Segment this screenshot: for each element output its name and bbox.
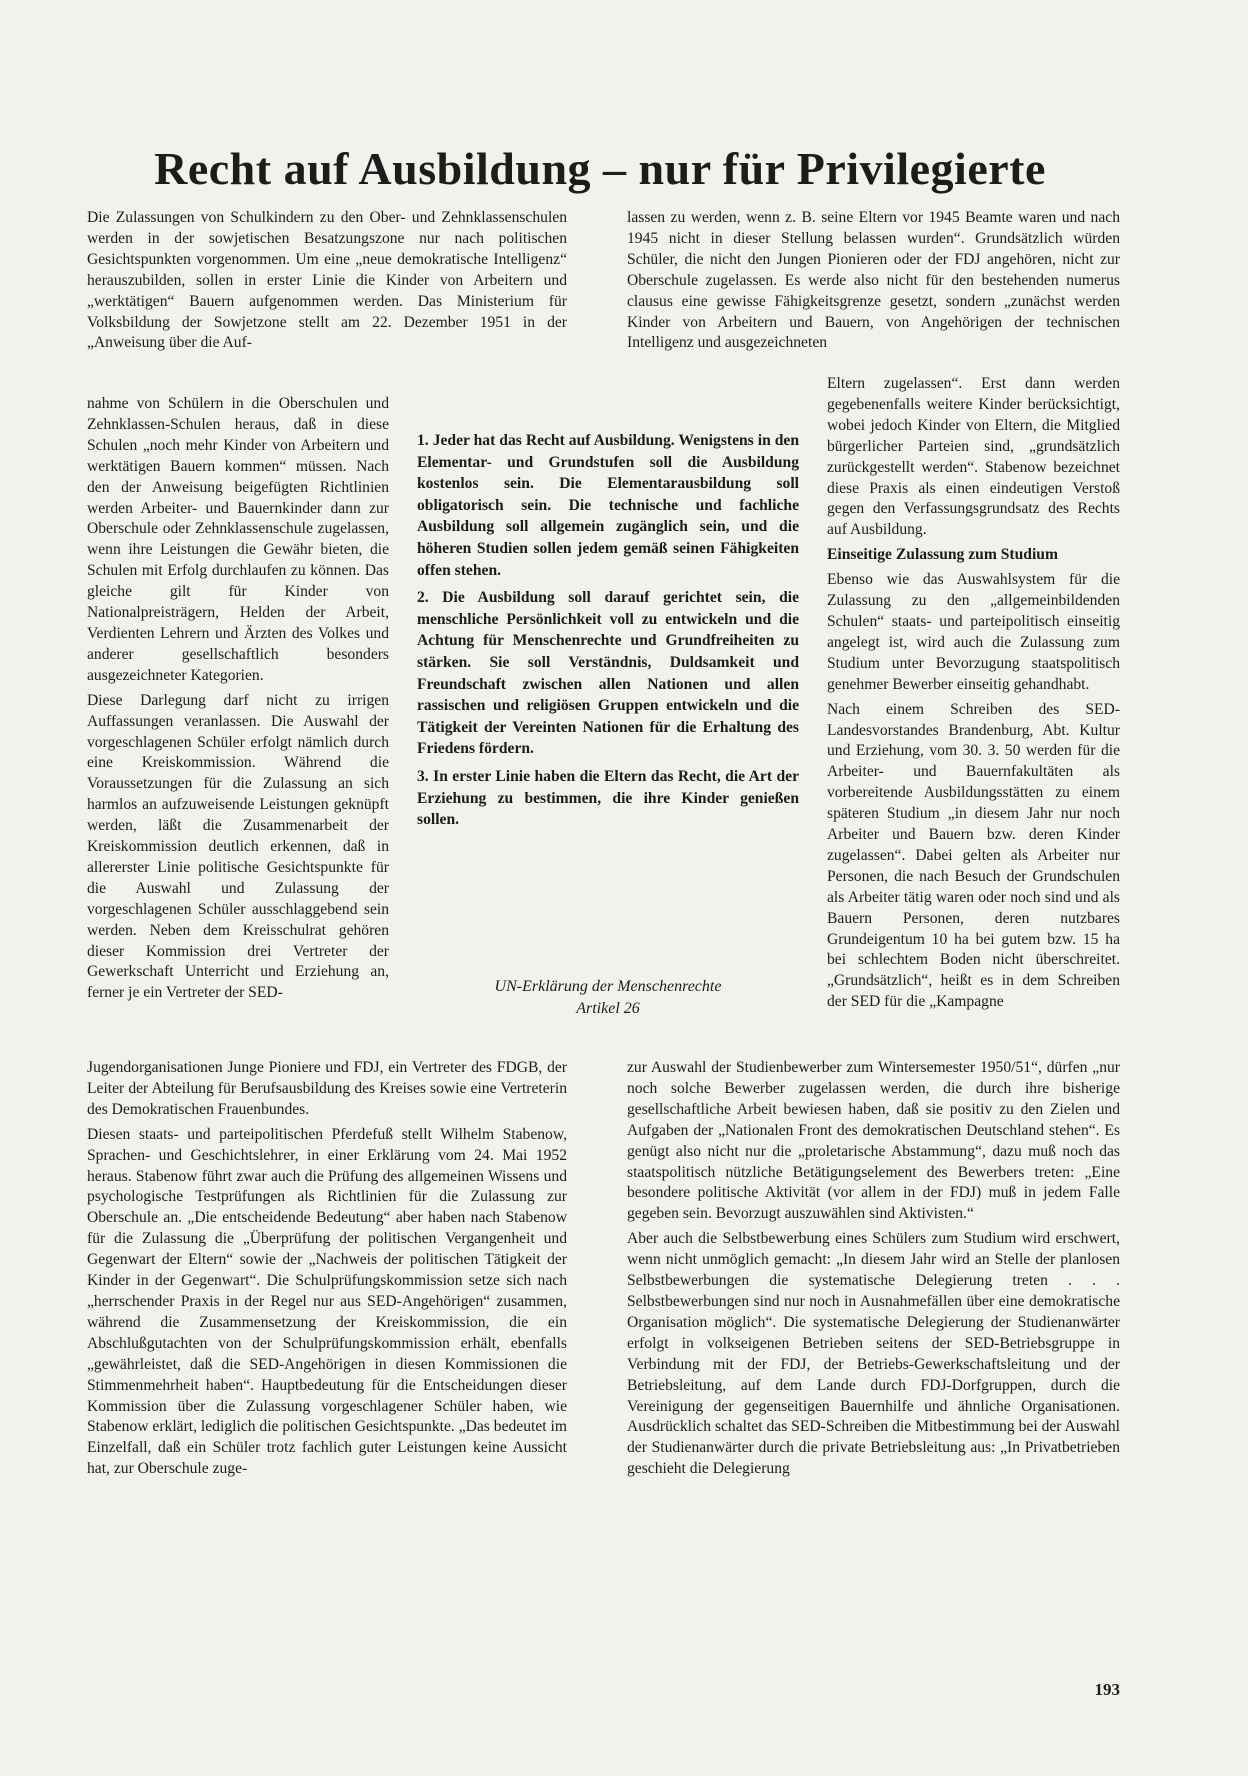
quote-item: 1. Jeder hat das Recht auf Ausbildung. Wenigstens in den Elementar- und Grundstufen soll die Ausbildung kostenlos sein. Die Elementarausbildung soll obligatorisch sein. Die technische und fachliche Ausbildung soll allgemein zugänglich sein, und die höheren Studien sollen jedem gemäß seinen Fähigkeiten offen stehen. <box>417 432 799 579</box>
quote-item: 3. In erster Linie haben die Eltern das Recht, die Art der Erziehung zu bestimmen, die ihre Kinder genießen sollen. <box>417 767 799 829</box>
paragraph: Nach einem Schreiben des SED-Landesvorstandes Brandenburg, Abt. Kultur und Erziehung, vom 30. 3. 50 werden für die Arbeiter- und Bauernfakultäten als vorbereitende Ausbildungsstätten zu einem späteren Studium „in diesem Jahr nur noch Arbeiter und Bauern bzw. deren Kinder zugelassen“. Dabei gelten als Arbeiter nur Personen, die nach Besuch der Grundschulen als Arbeiter tätig waren oder noch sind und als Bauern Personen, deren nutzbares Grundeigentum 10 ha bei gutem bzw. 15 ha bei schlechtem Boden nicht überschreitet. „Grundsätzlich“, heißt es in dem Schreiben der SED für die „Kampagne <box>827 700 1120 1011</box>
paragraph: zur Auswahl der Studienbewerber zum Wintersemester 1950/51“, dürfen „nur noch solche Bewerber zugelassen werden, die durch ihre bisherige gesellschaftliche Arbeit bewiesen haben, daß sie positiv zu den Zielen und Aufgaben der „Nationalen Front des demokratischen Deutschland stehen“. Es genügt also nicht nur die „proletarische Abstammung“, dazu muß noch das staatspolitisch nützliche Betätigungselement des Bewerbers treten: „Eine besondere politische Aktivität (vor allem in der FDJ) muß in jedem Falle gegeben sein. Bevorzugt auszuwählen sind Aktivisten.“ <box>627 1059 1120 1223</box>
paragraph: Die Zulassungen von Schulkindern zu den Ober- und Zehnklassenschulen werden in der sowjetischen Besatzungszone nur nach politischen Gesichtspunkten vorgenommen. Um eine „neue demokratische Intelligenz“ herauszubilden, sollen in erster Linie die Kinder von Arbeitern und „werktätigen“ Bauern aufgenommen werden. Das Ministerium für Volksbildung der Sowjetzone stellt am 22. Dezember 1951 in der „Anweisung über die Auf- <box>87 209 567 352</box>
paragraph: Jugendorganisationen Junge Pioniere und FDJ, ein Vertreter des FDGB, der Leiter der Abteilung für Berufsausbildung des Kreises sowie eine Vertreterin des Demokratischen Frauenbundes. <box>87 1059 567 1118</box>
left-column-bottom <box>87 1058 567 1484</box>
page-number: 193 <box>1094 1680 1120 1699</box>
paragraph: Eltern zugelassen“. Erst dann werden gegebenenfalls weitere Kinder berücksichtigt, wobei jedoch Kinder von Eltern, die Mitglied bürgerlicher Parteien sind, „grundsätzlich zurückgestellt werden“. Stabenow bezeichnet diese Praxis als einen eindeutigen Verstoß gegen den Verfassungsgrundsatz des Rechts auf Ausbildung. <box>827 375 1120 539</box>
article-title: Recht auf Ausbildung – nur für Privilegierte <box>154 143 1046 194</box>
quote-box <box>417 430 799 837</box>
quote-source-line: UN-Erklärung der Menschenrechte <box>494 978 722 995</box>
paragraph: Aber auch die Selbstbewerbung eines Schülers zum Studium wird erschwert, wenn nicht unmöglich gemacht: „In diesem Jahr wird an Stelle der planlosen Selbstbewerbungen die systematische Delegierung treten . . . Selbstbewerbungen sind nur noch in Ausnahmefällen über eine demokratische Organisation möglich“. Die systematische Delegierung der Studienanwärter erfolgt in volkseigenen Betrieben seitens der SED-Betriebsgruppe in Verbindung mit der FDJ, der Betriebs-Gewerkschaftsleitung und der Betriebsleitung, auf dem Lande durch FDJ-Dorfgruppen, durch die Vereinigung der gegenseitigen Bauernhilfe und ähnliche Organisationen. Ausdrücklich schaltet das SED-Schreiben die Mitbestimmung bei der Auswahl der Studienanwärter durch die private Betriebsleitung aus: „In Privatbetrieben geschieht die Delegierung <box>627 1230 1120 1478</box>
left-column-top <box>87 208 567 358</box>
section-subheading: Einseitige Zulassung zum Studium <box>827 546 1058 564</box>
paragraph: Diese Darlegung darf nicht zu irrigen Auffassungen veranlassen. Die Auswahl der vorgeschlagenen Schüler erfolgt nämlich durch eine Kreiskommission. Während die Voraussetzungen für die Zulassung an sich harmlos an aufzuweisende Leistungen geknüpft werden, läßt die Zusammenarbeit der Kreiskommission deutlich erkennen, daß in allererster Linie politische Gesichtspunkte für die Auswahl und Zulassung der vorgeschlagenen Schüler ausschlaggebend sein werden. Neben dem Kreisschulrat gehören dieser Kommission drei Vertreter der Gewerkschaft Unterricht und Erziehung an, ferner je ein Vertreter der SED- <box>87 691 389 1002</box>
quote-item: 2. Die Ausbildung soll darauf gerichtet sein, die menschliche Persönlichkeit voll zu entwickeln und die Achtung für Menschenrechte und Grundfreiheiten zu stärken. Sie soll Verständnis, Duldsamkeit und Freundschaft zwischen allen Nationen und allen rassischen und religiösen Gruppen entwickeln und die Tätigkeit der Vereinten Nationen für die Erhaltung des Friedens fördern. <box>417 589 799 758</box>
paragraph: Diesen staats- und parteipolitischen Pferdefuß stellt Wilhelm Stabenow, Sprachen- und Geschichtslehrer, in einer Erklärung vom 24. Mai 1952 heraus. Stabenow führt zwar auch die Prüfung des allgemeinen Wissens und psychologische Testprüfungen als Richtlinien für die Zulassung zur Oberschule an. „Die entscheidende Bedeutung“ aber haben nach Stabenow für die Zulassung die „Überprüfung der politischen Vergangenheit und Gegenwart der Eltern“ sowie der „Nachweis der politischen Tätigkeit der Kinder in der Gegenwart“. Die Schulprüfungskommission setze sich nach „herrschender Praxis in der Regel nur aus SED-Angehörigen“ zusammen, während die Zusammensetzung der Kreiskommission, die ein Abschlußgutachten von der Schulprüfungskommission erhält, ebenfalls „gewährleistet, daß die SED-Angehörigen in diesen Kommissionen die Stimmenmehrheit haben“. Hauptbedeutung für die Entscheidungen dieser Kommission über die Zulassung vorgeschlagener Schüler haben, wie Stabenow erklärt, lediglich die politischen Gesichtspunkte. „Das bedeutet im Einzelfall, daß ein Schüler trotz fachlich guter Leistungen keine Aussicht hat, zur Oberschule zuge- <box>87 1125 567 1478</box>
quote-source <box>417 976 799 1020</box>
right-column-bottom <box>627 1058 1120 1484</box>
paragraph: lassen zu werden, wenn z. B. seine Eltern vor 1945 Beamte waren und nach 1945 nicht in dieser Stellung belassen wurden“. Grundsätzlich würden Schüler, die nicht den Jungen Pionieren oder der FDJ angehören, nicht zur Oberschule zugelassen. Es werde also nicht für den bestehenden numerus clausus eine gewisse Fähigkeitsgrenze gesetzt, sondern „zunächst werden Kinder von Arbeitern und Bauern, von Angehörigen der technischen Intelligenz und ausgezeichneten <box>627 209 1120 352</box>
left-column-middle <box>87 394 389 1008</box>
right-column-top <box>627 208 1120 358</box>
paragraph: nahme von Schülern in die Oberschulen und Zehnklassen-Schulen heraus, daß in diese Schulen „noch mehr Kinder von Arbeitern und werktätigen Bauern kommen“ müssen. Nach den der Anweisung beigefügten Richtlinien werden Arbeiter- und Bauernkinder dann zur Oberschule oder Zehnklassenschule zugelassen, wenn ihre Leistungen die Gewähr bieten, die Schulen mit Erfolg durchlaufen zu können. Das gleiche gilt für Kinder von Nationalpreisträgern, Helden der Arbeit, Verdienten Lehrern und Ärzten des Volkes und anderer gesellschaftlich besonders ausgezeichneter Kategorien. <box>87 395 389 684</box>
right-column-middle <box>827 374 1120 1017</box>
quote-source-line: Artikel 26 <box>576 1000 640 1017</box>
paragraph: Ebenso wie das Auswahlsystem für die Zulassung zu den „allgemeinbildenden Schulen“ staats- und parteipolitisch einseitig angelegt ist, wird auch die Zulassung zum Studium unter Bevorzugung staatspolitisch genehmer Bewerber einseitig gehandhabt. <box>827 571 1120 693</box>
